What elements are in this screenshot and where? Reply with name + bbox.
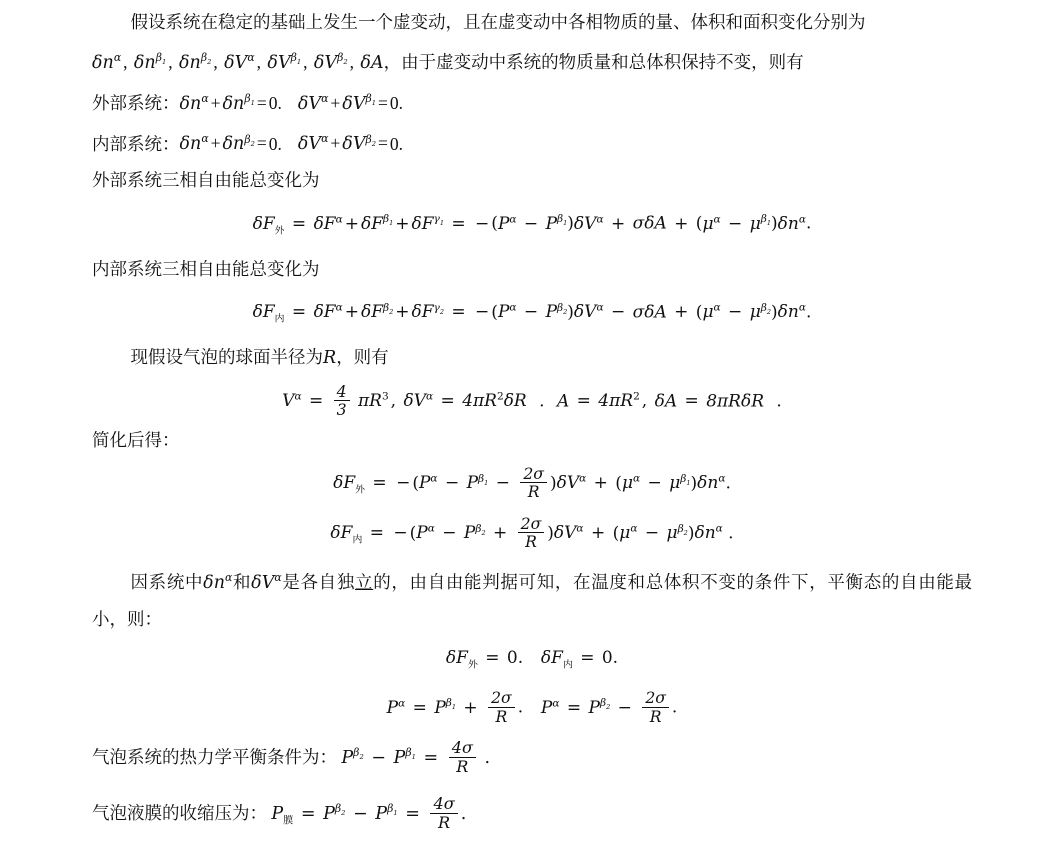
label-thermo-condition: 气泡系统的热力学平衡条件为： xyxy=(92,747,337,768)
heading-internal-free-energy: 内部系统三相自由能总变化为 xyxy=(92,258,320,279)
label-external-system: 外部系统： xyxy=(92,92,180,113)
equation-geometry: $V^\alpha$ = $\frac{4}{3}$ $\pi R^3$ , $\delta V^\alpha = 4\pi R^2\delta R$ . $A = 4\pi R^2$ , δA = 8πRδR . xyxy=(282,381,782,420)
equation-zero-conditions: $\delta F_外 = 0$. $\delta F_内 = 0$. xyxy=(445,647,619,671)
line-external-constraints: 外部系统：$\delta n^\alpha + \delta n^{\beta_1} = 0$. $\delta V^\alpha + \delta V^{\beta_1} = 0$. xyxy=(92,91,404,114)
equation-simplified-external: $\delta F_外$ = − ($P^\alpha - P^{\beta_1}$ − $\frac{2\sigma}{R}$ )$\delta V^\alpha + (\mu^\alpha - \mu^{\beta_1})\delta n^\alpha$. xyxy=(333,463,731,502)
paragraph-assumption: 假设系统在稳定的基础上发生一个虚变动，且在虚变动中各相物质的量、体积和面积变化分别为 xyxy=(130,12,866,32)
paragraph-independence: 因系统中$\delta n^\alpha$和$\delta V^\alpha$是各自独立的，由自由能判据可知，在温度和总体积不变的条件下，平衡态的自由能最小，则： xyxy=(92,570,973,629)
equation-external-total: $\delta F_外 = \delta F^\alpha + \delta F^{\beta_1} + \delta F^{\gamma_1}$ = − $(P^\alpha - P^{\beta_1})\delta V^\alpha + \sigma\delta A + (\mu^\alpha - \mu^{\beta_1})\delta n^\alpha$. xyxy=(252,213,812,237)
equation-simplified-internal: $\delta F_内$ = − ($P^\alpha - P^{\beta_2}$ + $\frac{2\sigma}{R}$ )$\delta V^\alpha + (\mu^\alpha - \mu^{\beta_2})\delta n^\alpha$ . xyxy=(330,513,734,552)
bubble-radius-pre: 现假设气泡的球面半径为 xyxy=(130,346,323,367)
heading-simplified: 简化后得： xyxy=(92,429,180,450)
equation-pressure-relations: $P^\alpha = P^{\beta_1}$ + $\frac{2\sigma}{R}$ . $P^\alpha = P^{\beta_2}$ − $\frac{2\sigma}{R}$ . xyxy=(386,688,678,726)
line-thermo-condition: 气泡系统的热力学平衡条件为： $P^{\beta_2} - P^{\beta_1}$ = $\frac{4\sigma}{R}$ . xyxy=(92,738,491,777)
line-shrink-pressure: 气泡液膜的收缩压为： $P_膜 = P^{\beta_2} - P^{\beta_1}$ = $\frac{4\sigma}{R}$ . xyxy=(92,793,467,832)
equation-internal-total: $\delta F_内 = \delta F^\alpha + \delta F^{\beta_2} + \delta F^{\gamma_2}$ = − $(P^\alpha - P^{\beta_2})\delta V^\alpha - \sigma\delta A + (\mu^\alpha - \mu^{\beta_2})\delta n^\alpha$. xyxy=(252,301,812,325)
heading-external-free-energy: 外部系统三相自由能总变化为 xyxy=(92,170,320,191)
label-shrink-pressure: 气泡液膜的收缩压为： xyxy=(92,802,267,823)
line-internal-constraints: 内部系统：$\delta n^\alpha + \delta n^{\beta_2} = 0$. $\delta V^\alpha + \delta V^{\beta_2} = 0$. xyxy=(92,132,404,155)
label-internal-system: 内部系统： xyxy=(92,133,180,154)
paragraph-assumption-tail: ，由于虚变动中系统的物质量和总体积保持不变，则有 xyxy=(383,51,804,72)
document-body xyxy=(92,4,972,847)
paragraph-bubble-radius: 现假设气泡的球面半径为R，则有 xyxy=(130,346,389,368)
paragraph-variations-list: $\delta n^\alpha$ , $\delta n^{\beta_1}$ , $\delta n^{\beta_2}$ , $\delta V^\alpha$ , $\delta V^{\beta_1}$ , $\delta V^{\beta_2}$ , δA，由于虚变动中系统的物质量和总体积保持不变，则有 xyxy=(92,51,804,73)
bubble-radius-post: ，则有 xyxy=(336,346,389,367)
